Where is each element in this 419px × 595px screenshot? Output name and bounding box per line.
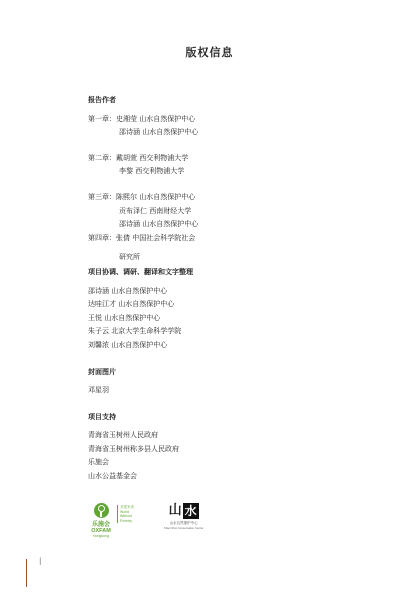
- chapter-4-line-2: 研究所: [119, 253, 140, 262]
- coordination-line: 邵诗涵 山水自然保护中心: [88, 286, 168, 295]
- coordination-line: 达哇江才 山水自然保护中心: [88, 300, 175, 309]
- chapter-1-line-2: 邵诗涵 山水自然保护中心: [119, 128, 199, 137]
- support-line: 青海省玉树州人民政府: [88, 431, 158, 440]
- page-title: 版权信息: [185, 46, 234, 59]
- support-line: 山水公益基金会: [88, 472, 137, 481]
- sponsor-logos: [88, 503, 203, 538]
- coordination-line: 刘馨浓 山水自然保护中心: [88, 340, 168, 349]
- oxfam-icon: [94, 503, 109, 518]
- support-line: 青海省玉树州称多县人民政府: [88, 444, 179, 453]
- chapter-4-line-1: 第四章：张倩 中国社会科学院社会: [88, 233, 196, 242]
- chapter-2-line-2: 李黎 西交利物浦大学: [119, 167, 185, 176]
- cover-credit: 邓星羽: [88, 386, 109, 395]
- support-heading: 项目支持: [88, 411, 116, 421]
- chapter-3-line-3: 邵诗涵 山水自然保护中心: [119, 220, 199, 229]
- coordination-heading: 项目协调、调研、翻译和文字整理: [88, 266, 193, 276]
- credits-body: [88, 93, 388, 484]
- support-line: 乐施会: [88, 458, 109, 467]
- oxfam-logo: 乐施会 OXFAM Hongkong 共建未来 World Without Poverty: [91, 505, 134, 538]
- margin-rule: [26, 559, 27, 587]
- authors-heading: 报告作者: [88, 95, 116, 104]
- chapter-1-line-1: 第一章：史湘莹 山水自然保护中心: [88, 114, 196, 123]
- cover-heading: 封面图片: [88, 366, 116, 376]
- shanshui-icon: 山 水: [168, 503, 197, 518]
- coordination-line: 王悦 山水自然保护中心: [88, 313, 161, 322]
- shanshui-logo: 山 水 山水自然保护中心 Shan Shui Conservation Center: [164, 503, 204, 530]
- chapter-3-line-1: 第三章：陈熙尔 山水自然保护中心: [88, 192, 196, 201]
- oxfam-tagline: 共建未来 World Without Poverty: [117, 505, 134, 523]
- chapter-2-line-1: 第二章：戴胡萱 西交利物浦大学: [88, 153, 189, 162]
- chapter-3-line-2: 贡布泽仁 西南财经大学: [119, 206, 192, 215]
- coordination-line: 朱子云 北京大学生命科学学院: [88, 327, 182, 336]
- page-number: |: [39, 557, 42, 565]
